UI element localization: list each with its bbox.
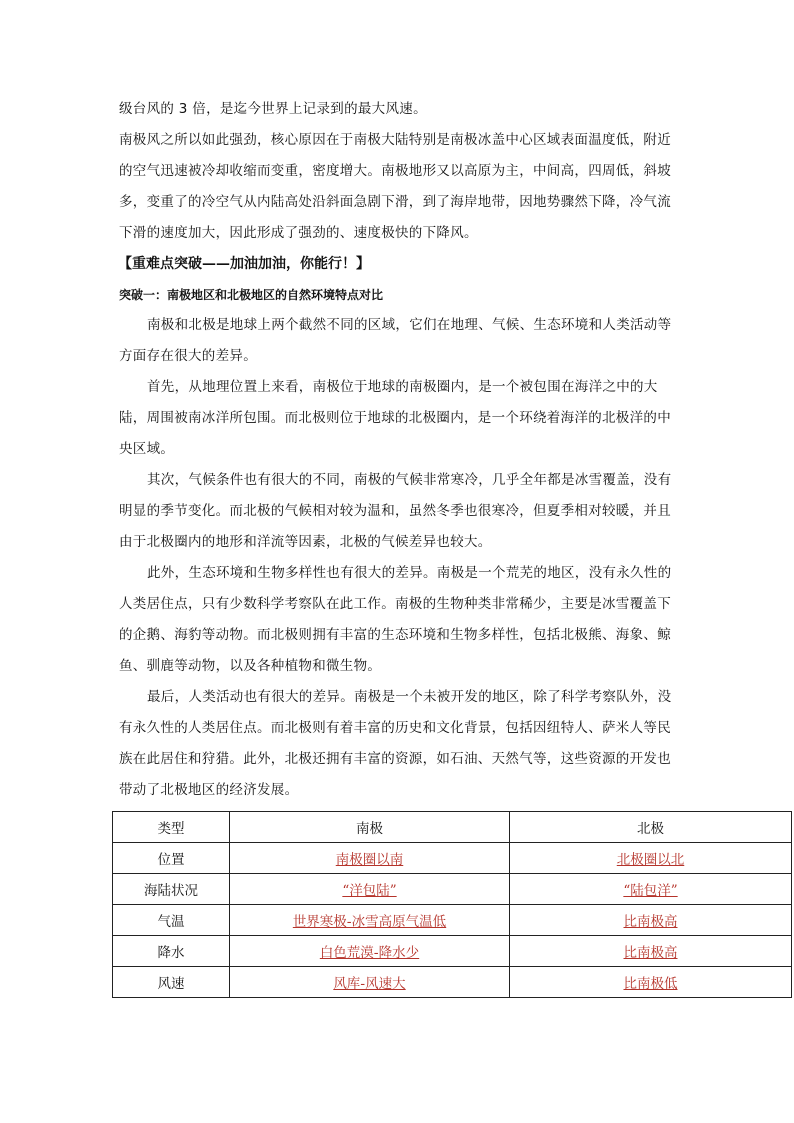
row-type: 气温 — [113, 905, 230, 936]
body-paragraph: 其次，气候条件也有很大的不同，南极的气候非常寒冷，几乎全年都是冰雪覆盖，没有明显的季节变化。而北极的气候相对较为温和，虽然冬季也很寒冷，但夏季相对较暖，并且由于北极圈内的地形和洋流等因素，北极的气候差异也较大。 — [119, 472, 672, 550]
north-answer: 北极圈以北 — [616, 852, 685, 868]
header-south-pole: 南极 — [230, 812, 510, 843]
row-type: 降水 — [113, 936, 230, 967]
section-heading: 【重难点突破——加油加油，你能行！】 — [118, 256, 370, 272]
subheading: 突破一：南极地区和北极地区的自然环境特点对比 — [119, 288, 384, 302]
intro-paragraph: 南极风之所以如此强劲，核心原因在于南极大陆特别是南极冰盖中心区域表面温度低，附近的空气迅速被冷却收缩而变重，密度增大。南极地形又以高原为主，中间高，四周低，斜坡多，变重了的冷空气从内陆高处沿斜面急剧下滑，到了海岸地带，因地势骤然下降，冷气流下滑的速度加大，因此形成了强劲的、速度极快的下降风。 — [119, 132, 671, 241]
row-type: 海陆状况 — [113, 874, 230, 905]
table-row — [113, 843, 792, 874]
header-north-pole: 北极 — [510, 812, 792, 843]
south-answer: “洋包陆” — [342, 883, 397, 899]
header-type: 类型 — [113, 812, 230, 843]
south-answer: 风库-风速大 — [333, 976, 406, 992]
document-body — [119, 94, 679, 806]
table-header-row — [113, 812, 792, 843]
body-paragraph: 此外，生态环境和生物多样性也有很大的差异。南极是一个荒芜的地区，没有永久性的人类居住点，只有少数科学考察队在此工作。南极的生物种类非常稀少，主要是冰雪覆盖下的企鹅、海豹等动物。而北极则拥有丰富的生态环境和生物多样性，包括北极熊、海象、鲸鱼、驯鹿等动物，以及各种植物和微生物。 — [119, 565, 672, 674]
table-row — [113, 874, 792, 905]
north-answer: 比南极低 — [623, 976, 678, 992]
table-row — [113, 936, 792, 967]
comparison-table — [112, 811, 792, 998]
intro-paragraph: 级台风的 3 倍，是迄今世界上记录到的最大风速。 — [119, 101, 427, 117]
body-paragraph: 首先，从地理位置上来看，南极位于地球的南极圈内，是一个被包围在海洋之中的大陆，周围被南冰洋所包围。而北极则位于地球的北极圈内，是一个环绕着海洋的北极洋的中央区域。 — [119, 379, 671, 457]
body-paragraph: 最后，人类活动也有很大的差异。南极是一个未被开发的地区，除了科学考察队外，没有永久性的人类居住点。而北极则有着丰富的历史和文化背景，包括因纽特人、萨米人等民族在此居住和狩猎。此外，北极还拥有丰富的资源，如石油、天然气等，这些资源的开发也带动了北极地区的经济发展。 — [119, 689, 672, 798]
south-answer: 世界寒极-冰雪高原气温低 — [292, 914, 447, 930]
row-type: 风速 — [113, 967, 230, 998]
table-row — [113, 967, 792, 998]
body-paragraph: 南极和北极是地球上两个截然不同的区域，它们在地理、气候、生态环境和人类活动等方面存在很大的差异。 — [119, 317, 672, 364]
south-answer: 白色荒漠-降水少 — [319, 945, 420, 961]
north-answer: 比南极高 — [623, 914, 678, 930]
table-row — [113, 905, 792, 936]
north-answer: “陆包洋” — [623, 883, 678, 899]
north-answer: 比南极高 — [623, 945, 678, 961]
south-answer: 南极圈以南 — [335, 852, 404, 868]
row-type: 位置 — [113, 843, 230, 874]
